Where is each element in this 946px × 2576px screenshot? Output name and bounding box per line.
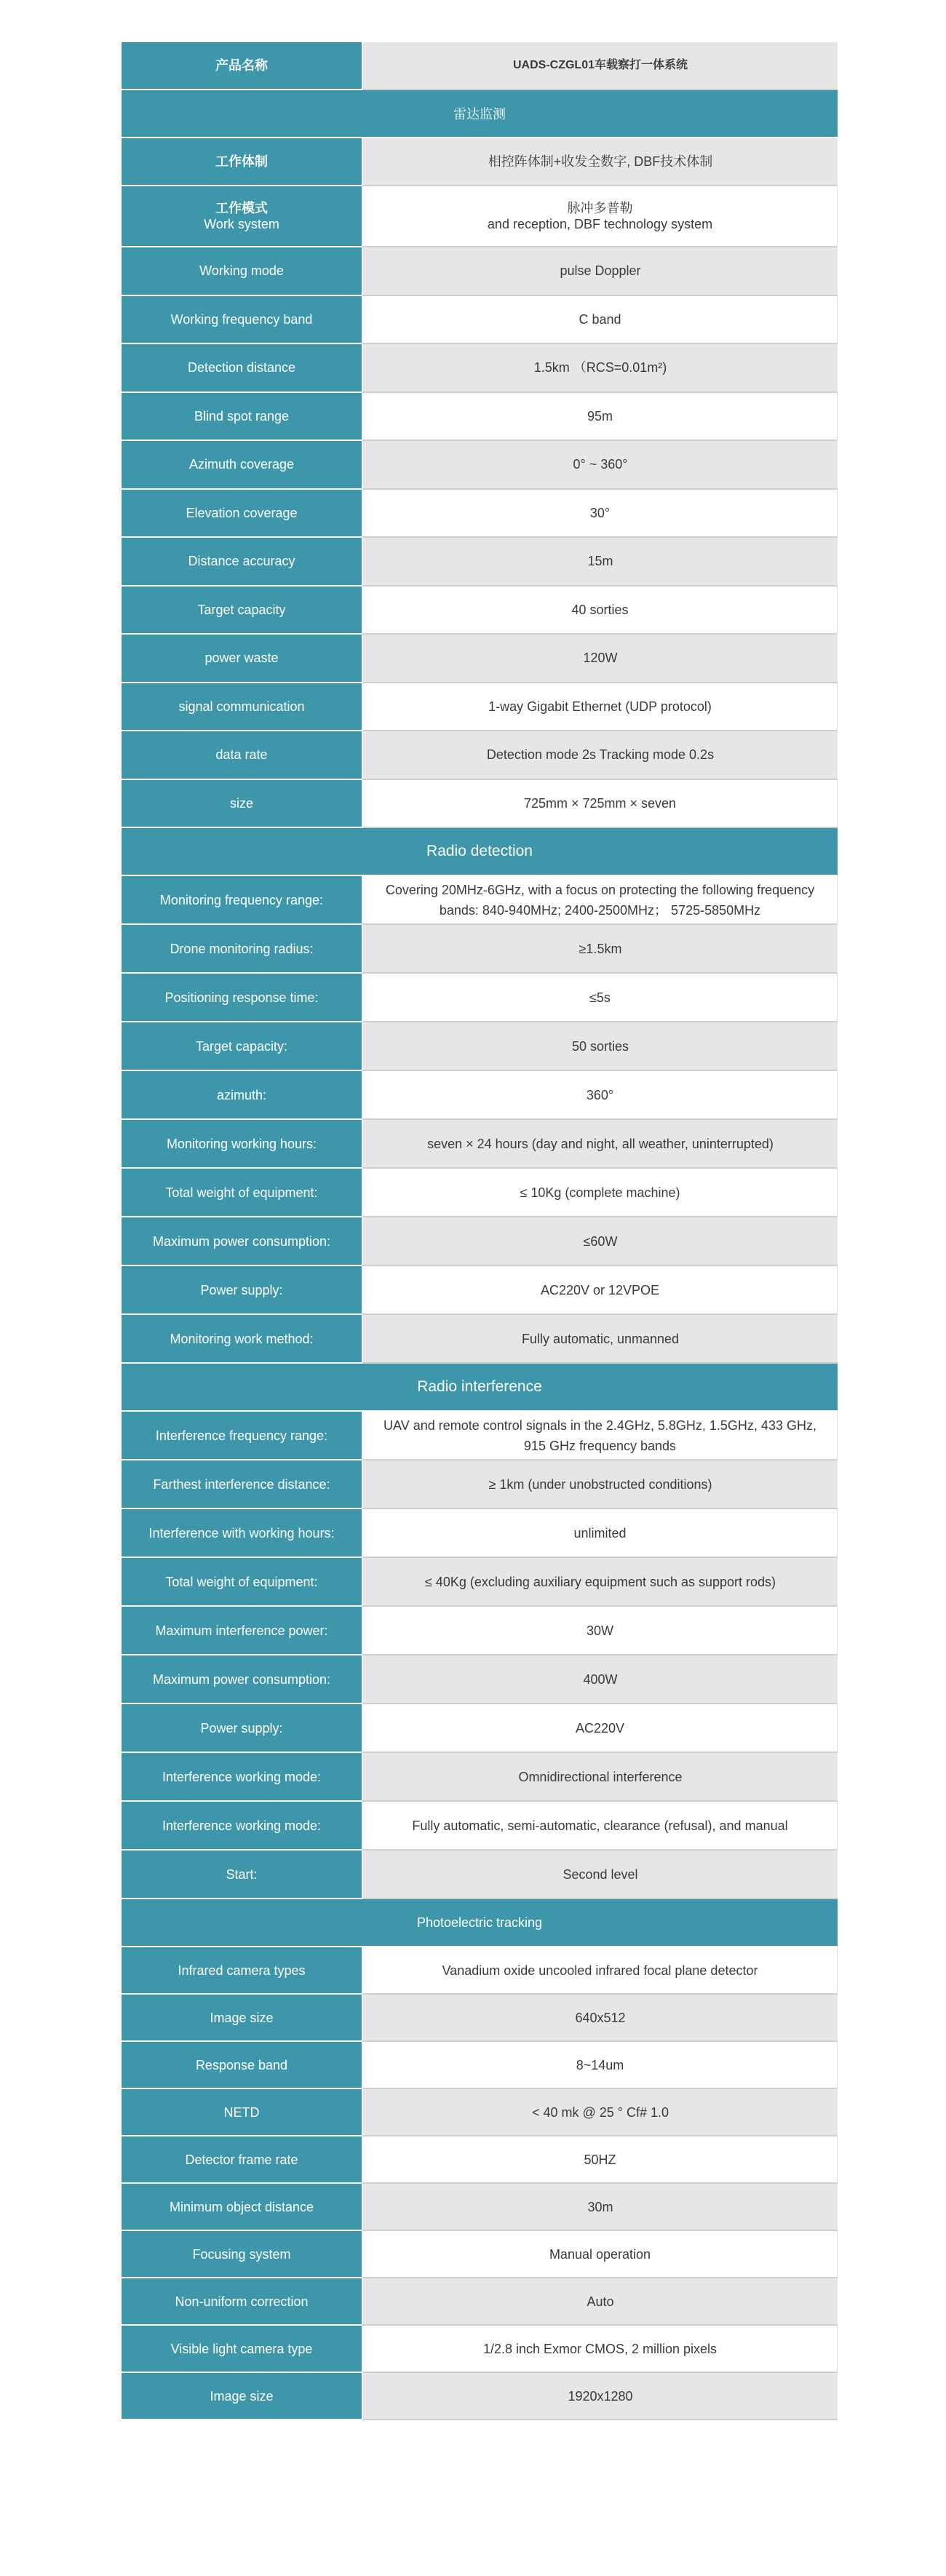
spec-label: Monitoring frequency range: xyxy=(122,876,362,925)
spec-value: 95m xyxy=(362,393,838,442)
spec-value: UAV and remote control signals in the 2.4GHz, 5.8GHz, 1.5GHz, 433 GHz, 915 GHz frequency bands xyxy=(362,1412,838,1460)
work-mode-label-cn: 工作模式 xyxy=(215,201,268,215)
spec-row xyxy=(122,925,838,974)
spec-row xyxy=(122,635,838,683)
spec-value: 1-way Gigabit Ethernet (UDP protocol) xyxy=(362,683,838,732)
spec-label: Response band xyxy=(122,2042,362,2089)
spec-row xyxy=(122,2136,838,2184)
spec-label: Maximum power consumption: xyxy=(122,1217,362,1266)
spec-label: Farthest interference distance: xyxy=(122,1460,362,1509)
spec-row xyxy=(122,2373,838,2420)
spec-label: data rate xyxy=(122,731,362,780)
spec-row xyxy=(122,1169,838,1217)
spec-label: Infrared camera types xyxy=(122,1947,362,1995)
spec-value: < 40 mk @ 25 ° Cf# 1.0 xyxy=(362,2089,838,2136)
spec-label: Distance accuracy xyxy=(122,538,362,587)
spec-row xyxy=(122,587,838,635)
spec-row xyxy=(122,1753,838,1802)
spec-label: Power supply: xyxy=(122,1704,362,1753)
spec-label: Elevation coverage xyxy=(122,490,362,538)
spec-label: size xyxy=(122,780,362,829)
spec-row xyxy=(122,296,838,345)
spec-label: Visible light camera type xyxy=(122,2326,362,2373)
spec-row xyxy=(122,2326,838,2373)
spec-row xyxy=(122,683,838,732)
spec-label: Blind spot range xyxy=(122,393,362,442)
spec-row xyxy=(122,1509,838,1558)
spec-label: Interference with working hours: xyxy=(122,1509,362,1558)
spec-row xyxy=(122,441,838,490)
spec-label: Target capacity xyxy=(122,587,362,635)
spec-row xyxy=(122,1704,838,1753)
spec-row xyxy=(122,393,838,442)
spec-value: 0° ~ 360° xyxy=(362,441,838,490)
spec-value: Fully automatic, semi-automatic, clearance (refusal), and manual xyxy=(362,1802,838,1850)
spec-label: Target capacity: xyxy=(122,1022,362,1071)
spec-label: power waste xyxy=(122,635,362,683)
spec-label: Image size xyxy=(122,1995,362,2042)
spec-value: 相控阵体制+收发全数字, DBF技术体制 xyxy=(362,138,838,186)
spec-row xyxy=(122,490,838,538)
spec-row xyxy=(122,780,838,829)
work-mode-label-en: Work system xyxy=(204,217,279,231)
spec-row xyxy=(122,2042,838,2089)
spec-label: Working mode xyxy=(122,247,362,296)
spec-row xyxy=(122,247,838,296)
spec-value: 50 sorties xyxy=(362,1022,838,1071)
spec-row xyxy=(122,1315,838,1364)
spec-label: Non-uniform correction xyxy=(122,2278,362,2326)
spec-value: 30m xyxy=(362,2184,838,2231)
spec-value: Omnidirectional interference xyxy=(362,1753,838,1802)
spec-row xyxy=(122,1607,838,1655)
spec-row xyxy=(122,1217,838,1266)
spec-value: 400W xyxy=(362,1655,838,1704)
spec-value: ≥1.5km xyxy=(362,925,838,974)
spec-row xyxy=(122,876,838,925)
spec-value: 1.5km （RCS=0.01m²) xyxy=(362,344,838,393)
work-mode-row xyxy=(122,186,838,247)
spec-row xyxy=(122,974,838,1022)
spec-value: 15m xyxy=(362,538,838,587)
spec-label: Interference working mode: xyxy=(122,1753,362,1802)
spec-label: Positioning response time: xyxy=(122,974,362,1022)
spec-label: Start: xyxy=(122,1850,362,1899)
spec-value: 30° xyxy=(362,490,838,538)
spec-row xyxy=(122,1850,838,1899)
spec-value: C band xyxy=(362,296,838,345)
spec-label: Working frequency band xyxy=(122,296,362,345)
spec-row xyxy=(122,138,838,186)
spec-row xyxy=(122,1995,838,2042)
product-name-value: UADS-CZGL01车载察打一体系统 xyxy=(362,42,838,90)
spec-row xyxy=(122,2089,838,2136)
spec-row xyxy=(122,2278,838,2326)
product-name-row xyxy=(122,42,838,90)
spec-value: 40 sorties xyxy=(362,587,838,635)
spec-row xyxy=(122,731,838,780)
spec-label: Interference frequency range: xyxy=(122,1412,362,1460)
spec-label: Total weight of equipment: xyxy=(122,1558,362,1607)
spec-row xyxy=(122,1802,838,1850)
spec-value: ≤ 10Kg (complete machine) xyxy=(362,1169,838,1217)
spec-row xyxy=(122,1412,838,1460)
spec-value: ≥ 1km (under unobstructed conditions) xyxy=(362,1460,838,1509)
work-mode-value-cn: 脉冲多普勒 xyxy=(567,201,633,215)
spec-label: Interference working mode: xyxy=(122,1802,362,1850)
spec-label: Total weight of equipment: xyxy=(122,1169,362,1217)
spec-value: 1/2.8 inch Exmor CMOS, 2 million pixels xyxy=(362,2326,838,2373)
spec-value: 120W xyxy=(362,635,838,683)
spec-row xyxy=(122,2184,838,2231)
spec-label: signal communication xyxy=(122,683,362,732)
spec-value: pulse Doppler xyxy=(362,247,838,296)
spec-row xyxy=(122,1558,838,1607)
section-photoelectric: Photoelectric tracking xyxy=(122,1899,838,1947)
spec-value: AC220V or 12VPOE xyxy=(362,1266,838,1315)
spec-label: Monitoring working hours: xyxy=(122,1120,362,1169)
section-radio-interference: Radio interference xyxy=(122,1364,838,1412)
spec-label: Focusing system xyxy=(122,2231,362,2278)
spec-label: NETD xyxy=(122,2089,362,2136)
spec-value: AC220V xyxy=(362,1704,838,1753)
spec-row xyxy=(122,1266,838,1315)
spec-row xyxy=(122,1947,838,1995)
spec-row xyxy=(122,1460,838,1509)
spec-value: Fully automatic, unmanned xyxy=(362,1315,838,1364)
product-name-label: 产品名称 xyxy=(122,42,362,90)
spec-value: 640x512 xyxy=(362,1995,838,2042)
spec-value: Vanadium oxide uncooled infrared focal plane detector xyxy=(362,1947,838,1995)
spec-row xyxy=(122,344,838,393)
spec-value: 50HZ xyxy=(362,2136,838,2184)
spec-label: Monitoring work method: xyxy=(122,1315,362,1364)
spec-label: Azimuth coverage xyxy=(122,441,362,490)
spec-value: Second level xyxy=(362,1850,838,1899)
spec-row xyxy=(122,2231,838,2278)
work-mode-value xyxy=(362,186,838,247)
spec-value: 1920x1280 xyxy=(362,2373,838,2420)
spec-label: Drone monitoring radius: xyxy=(122,925,362,974)
spec-label: Image size xyxy=(122,2373,362,2420)
spec-row xyxy=(122,1022,838,1071)
spec-label: Maximum interference power: xyxy=(122,1607,362,1655)
spec-label: Detector frame rate xyxy=(122,2136,362,2184)
spec-value: Covering 20MHz-6GHz, with a focus on protecting the following frequency bands: 840-940MHz; 2400-2500MHz； 5725-5850MHz xyxy=(362,876,838,925)
spec-value: 8~14um xyxy=(362,2042,838,2089)
spec-value: seven × 24 hours (day and night, all weather, uninterrupted) xyxy=(362,1120,838,1169)
spec-value: 360° xyxy=(362,1071,838,1120)
spec-row xyxy=(122,1655,838,1704)
spec-label: Detection distance xyxy=(122,344,362,393)
spec-label: Minimum object distance xyxy=(122,2184,362,2231)
spec-value: Manual operation xyxy=(362,2231,838,2278)
spec-table xyxy=(122,42,838,2420)
section-radio-detection: Radio detection xyxy=(122,828,838,876)
spec-value: 30W xyxy=(362,1607,838,1655)
spec-value: ≤ 40Kg (excluding auxiliary equipment such as support rods) xyxy=(362,1558,838,1607)
spec-label: Power supply: xyxy=(122,1266,362,1315)
spec-value: Auto xyxy=(362,2278,838,2326)
spec-label: azimuth: xyxy=(122,1071,362,1120)
spec-row xyxy=(122,1120,838,1169)
spec-value: 725mm × 725mm × seven xyxy=(362,780,838,829)
spec-value: unlimited xyxy=(362,1509,838,1558)
work-mode-label xyxy=(122,186,362,247)
spec-label: Maximum power consumption: xyxy=(122,1655,362,1704)
spec-value: ≤60W xyxy=(362,1217,838,1266)
spec-value: Detection mode 2s Tracking mode 0.2s xyxy=(362,731,838,780)
spec-row xyxy=(122,1071,838,1120)
spec-row xyxy=(122,538,838,587)
work-mode-value-en: and reception, DBF technology system xyxy=(487,217,713,231)
spec-value: ≤5s xyxy=(362,974,838,1022)
section-radar-cn: 雷达监测 xyxy=(122,90,838,138)
spec-label: 工作体制 xyxy=(122,138,362,186)
